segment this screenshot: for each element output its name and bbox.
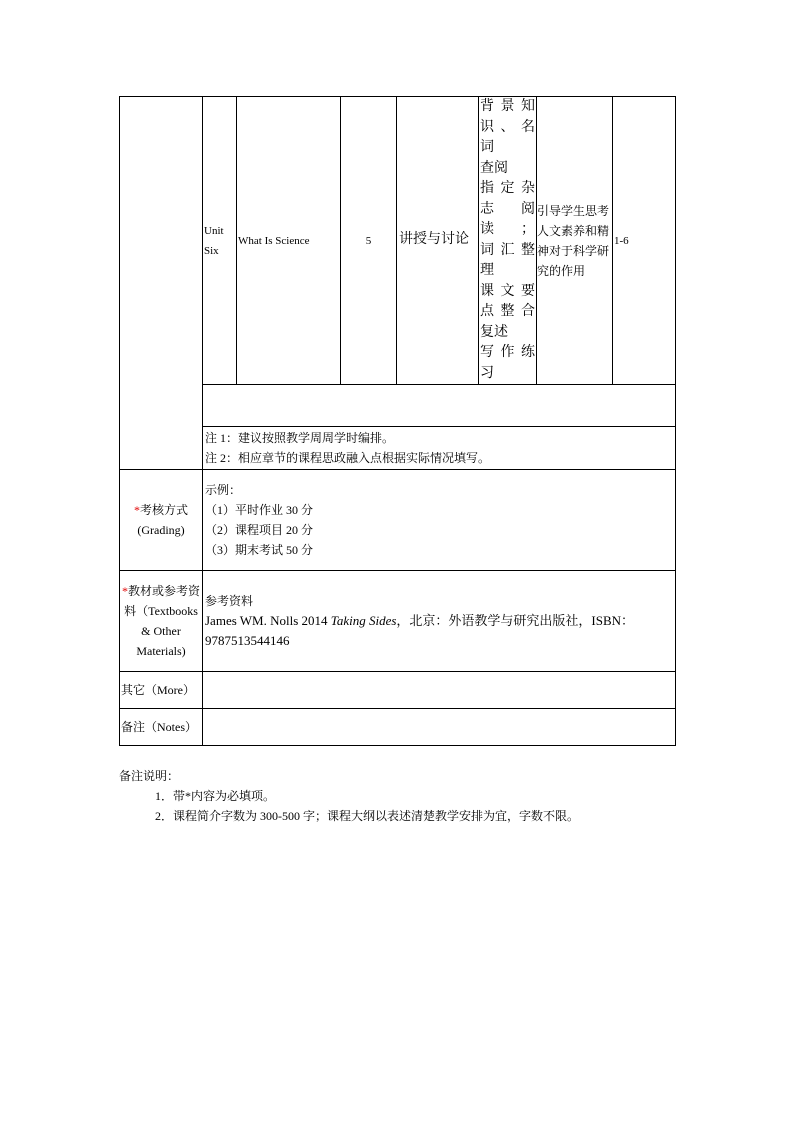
unit-number-cell <box>203 97 237 385</box>
teaching-method: 讲授与讨论 <box>399 232 469 248</box>
footer-notes <box>119 766 579 826</box>
grading-line: （3）期末考试 50 分 <box>205 543 314 557</box>
materials-label: Materials) <box>136 644 186 658</box>
notes-label: 备注（Notes） <box>121 720 197 734</box>
activity-line: 点整合 <box>480 304 535 319</box>
activity-line: 背景知 <box>480 99 535 114</box>
unit-label: Unit <box>204 224 224 237</box>
grading-line: （2）课程项目 20 分 <box>205 523 314 537</box>
reference-isbn: 9787513544146 <box>205 633 290 648</box>
materials-label: 教材或参考资 <box>127 584 200 598</box>
ideological-line: 究的作用 <box>537 263 586 278</box>
reference-publisher: ，北京：外语教学与研究出版社，ISBN： <box>396 613 635 628</box>
unit-title: What Is Science <box>238 234 310 247</box>
schedule-notes-row <box>120 427 676 470</box>
unit-title-cell <box>237 97 341 385</box>
syllabus-table <box>119 96 676 746</box>
schedule-label-cell <box>120 97 203 470</box>
activities-cell <box>479 97 537 385</box>
unit-hours-cell <box>341 97 397 385</box>
materials-label: & Other <box>141 624 181 638</box>
required-star: * <box>121 584 128 598</box>
activity-line: 志阅读； <box>480 201 535 237</box>
weeks-cell <box>613 97 676 385</box>
grading-line: （1）平时作业 30 分 <box>205 503 314 517</box>
reference-title: Taking Sides <box>330 613 397 628</box>
unit-row <box>120 97 676 385</box>
notes-label-cell <box>120 709 203 746</box>
unit-number: Six <box>204 244 219 257</box>
weeks-value: 1-6 <box>614 234 629 247</box>
activity-line: 习 <box>480 365 494 381</box>
grading-row <box>120 470 676 571</box>
unit-hours: 5 <box>365 234 372 247</box>
activity-line: 复述 <box>480 324 508 340</box>
grading-label-cell <box>120 470 203 571</box>
notes-row <box>120 709 676 746</box>
grading-content-cell <box>203 470 676 571</box>
more-row <box>120 672 676 709</box>
more-label: 其它（More） <box>121 683 195 697</box>
teaching-method-cell <box>397 97 479 385</box>
activity-line: 课文要 <box>480 283 535 299</box>
notes-content-cell <box>203 709 676 746</box>
materials-row <box>120 571 676 672</box>
schedule-note: 注 1：建议按照教学周周学时编排。 <box>205 431 395 445</box>
footer-item: 2．课程简介字数为 300-500 字；课程大纲以表述清楚教学安排为宜，字数不限。 <box>155 809 579 823</box>
schedule-notes-cell <box>203 427 676 470</box>
grading-label-en: (Grading) <box>137 523 185 537</box>
materials-content-cell <box>203 571 676 672</box>
ideological-line: 人文素养和精 <box>537 223 610 238</box>
footer-title: 备注说明： <box>119 769 180 783</box>
activity-line: 指定杂 <box>480 181 535 196</box>
activity-line: 词汇整 <box>480 242 535 258</box>
activity-line: 识、名词 <box>480 119 535 155</box>
ideological-line: 引导学生思考 <box>537 203 610 218</box>
ideological-cell <box>537 97 613 385</box>
activity-line: 查阅 <box>480 160 508 176</box>
empty-cell <box>203 385 676 427</box>
required-star: * <box>133 503 140 517</box>
more-content-cell <box>203 672 676 709</box>
activity-line: 写作练 <box>480 345 535 360</box>
grading-line: 示例： <box>205 483 242 497</box>
grading-label: 考核方式 <box>139 503 188 517</box>
reference-author: James WM. Nolls 2014 <box>205 613 331 628</box>
materials-heading: 参考资料 <box>205 594 254 608</box>
materials-label: 料（Textbooks <box>124 604 198 618</box>
more-label-cell <box>120 672 203 709</box>
activity-line: 理 <box>480 263 494 278</box>
footer-item: 1．带*内容为必填项。 <box>155 789 276 803</box>
empty-row <box>120 385 676 427</box>
ideological-line: 神对于科学研 <box>537 243 610 258</box>
reference-entry <box>205 611 674 631</box>
materials-label-cell <box>120 571 203 672</box>
schedule-note: 注 2：相应章节的课程思政融入点根据实际情况填写。 <box>205 451 491 465</box>
